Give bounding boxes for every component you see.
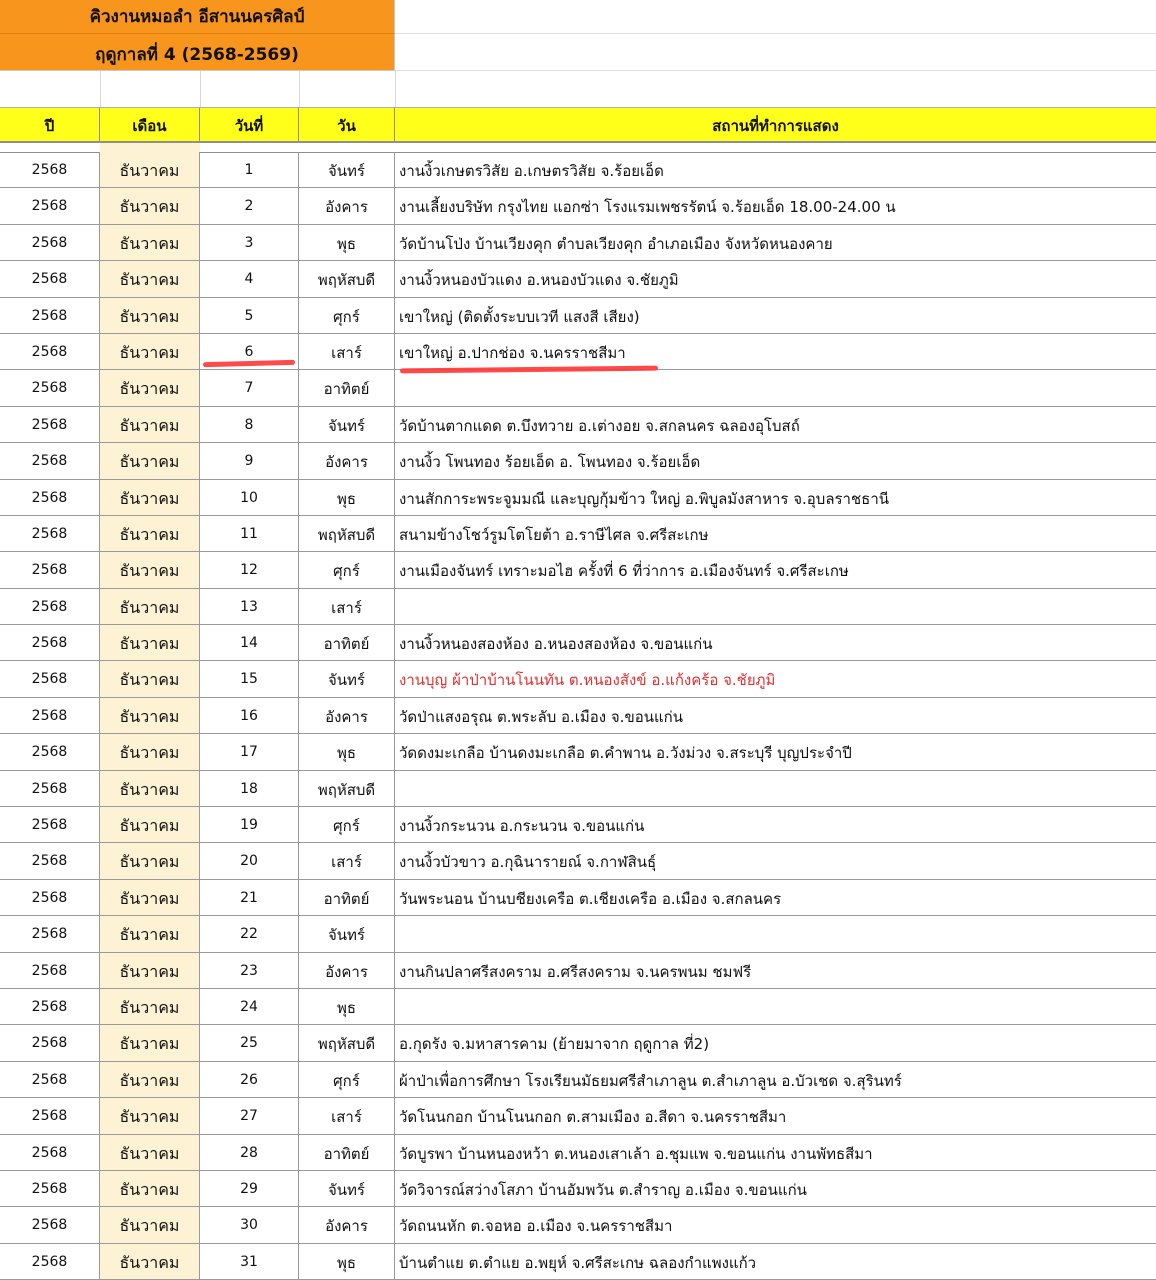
cell-month[interactable]: ธันวาคม xyxy=(100,734,200,769)
cell-year[interactable]: 2568 xyxy=(0,771,100,806)
cell-month[interactable]: ธันวาคม xyxy=(100,953,200,988)
cell-year[interactable]: 2568 xyxy=(0,1171,100,1206)
cell-venue[interactable]: วัดป่าแสงอรุณ ต.พระลับ อ.เมือง จ.ขอนแก่น xyxy=(399,707,683,726)
table-row[interactable] xyxy=(0,589,1156,625)
cell-venue[interactable]: งานเมืองจันทร์ เทราะมอไฮ ครั้งที่ 6 ที่ว่าการ อ.เมืองจันทร์ จ.ศรีสะเกษ xyxy=(399,562,849,581)
header-date[interactable]: วันที่ xyxy=(200,108,299,142)
cell-venue[interactable]: งานงิ้วหนองสองห้อง อ.หนองสองห้อง จ.ขอนแก่น xyxy=(399,635,713,654)
table-row[interactable] xyxy=(0,188,1156,224)
table-row[interactable] xyxy=(0,661,1156,697)
cell-month[interactable]: ธันวาคม xyxy=(100,1135,200,1170)
cell-date[interactable]: 26 xyxy=(200,1062,299,1097)
cell-date[interactable]: 8 xyxy=(200,407,299,442)
cell-venue[interactable]: วัดโนนกอก บ้านโนนกอก ต.สามเมือง อ.สีดา จ.นครราชสีมา xyxy=(399,1108,787,1127)
cell-venue[interactable]: วันพระนอน บ้านบชียงเครือ ต.เชียงเครือ อ.เมือง จ.สกลนคร xyxy=(399,889,782,908)
cell-year[interactable]: 2568 xyxy=(0,1098,100,1133)
table-row[interactable] xyxy=(0,225,1156,261)
cell-year[interactable]: 2568 xyxy=(0,370,100,405)
cell-month[interactable]: ธันวาคม xyxy=(100,1098,200,1133)
cell-month[interactable]: ธันวาคม xyxy=(100,589,200,624)
cell-year[interactable]: 2568 xyxy=(0,916,100,951)
cell-venue[interactable]: บ้านตำแย ต.ตำแย อ.พยุห์ จ.ศรีสะเกษ ฉลองกำแพงแก้ว xyxy=(399,1253,757,1272)
cell-date[interactable]: 21 xyxy=(200,880,299,915)
table-row[interactable] xyxy=(0,698,1156,734)
cell-date[interactable]: 9 xyxy=(200,443,299,478)
table-row[interactable] xyxy=(0,298,1156,334)
cell-month[interactable]: ธันวาคม xyxy=(100,625,200,660)
grid-line xyxy=(299,71,300,107)
table-row[interactable] xyxy=(0,807,1156,843)
cell-venue[interactable] xyxy=(395,916,1156,951)
cell-month[interactable]: ธันวาคม xyxy=(100,698,200,733)
table-row[interactable] xyxy=(0,152,1156,188)
cell-year[interactable]: 2568 xyxy=(0,516,100,551)
cell-month[interactable]: ธันวาคม xyxy=(100,1171,200,1206)
table-row[interactable] xyxy=(0,370,1156,406)
header-month[interactable]: เดือน xyxy=(100,108,200,142)
table-row[interactable] xyxy=(0,334,1156,370)
cell-weekday[interactable]: เสาร์ xyxy=(299,1098,395,1133)
cell-weekday[interactable]: อาทิตย์ xyxy=(299,370,395,405)
cell-venue[interactable]: งานงิ้ว โพนทอง ร้อยเอ็ด อ. โพนทอง จ.ร้อยเอ็ด xyxy=(399,453,701,472)
table-row[interactable] xyxy=(0,443,1156,479)
cell-date[interactable]: 22 xyxy=(200,916,299,951)
cell-weekday[interactable]: อาทิตย์ xyxy=(299,880,395,915)
cell-weekday[interactable]: พุธ xyxy=(299,1244,395,1279)
cell-weekday[interactable]: เสาร์ xyxy=(299,843,395,878)
cell-date[interactable]: 18 xyxy=(200,771,299,806)
cell-year[interactable]: 2568 xyxy=(0,1025,100,1060)
header-year[interactable]: ปี xyxy=(0,108,100,142)
cell-weekday[interactable]: พฤหัสบดี xyxy=(299,261,395,296)
cell-year[interactable]: 2568 xyxy=(0,880,100,915)
cell-year[interactable]: 2568 xyxy=(0,1207,100,1242)
cell-month[interactable]: ธันวาคม xyxy=(100,1207,200,1242)
cell-month[interactable]: ธันวาคม xyxy=(100,152,200,187)
cell-weekday[interactable]: พฤหัสบดี xyxy=(299,771,395,806)
cell-month[interactable]: ธันวาคม xyxy=(100,989,200,1024)
cell-weekday[interactable]: อังคาร xyxy=(299,698,395,733)
cell-weekday[interactable]: จันทร์ xyxy=(299,916,395,951)
cell-weekday[interactable]: จันทร์ xyxy=(299,152,395,187)
cell-year[interactable]: 2568 xyxy=(0,443,100,478)
cell-venue[interactable]: งานงิ้วกระนวน อ.กระนวน จ.ขอนแก่น xyxy=(399,817,645,836)
table-row[interactable] xyxy=(0,989,1156,1025)
cell-year[interactable]: 2568 xyxy=(0,298,100,333)
cell-venue[interactable]: งานงิ้วเกษตรวิสัย อ.เกษตรวิสัย จ.ร้อยเอ็ด xyxy=(399,162,664,180)
cell-venue[interactable]: วัดบูรพา บ้านหนองหว้า ต.หนองเสาเล้า อ.ชุมแพ จ.ขอนแก่น งานพัทธสีมา xyxy=(399,1144,873,1163)
cell-year[interactable]: 2568 xyxy=(0,661,100,696)
table-row[interactable] xyxy=(0,261,1156,297)
cell-year[interactable]: 2568 xyxy=(0,261,100,296)
cell-date[interactable]: 4 xyxy=(200,261,299,296)
table-row[interactable] xyxy=(0,734,1156,770)
cell-year[interactable]: 2568 xyxy=(0,334,100,369)
cell-date[interactable]: 20 xyxy=(200,843,299,878)
cell-venue[interactable] xyxy=(395,771,1156,806)
cell-weekday[interactable]: เสาร์ xyxy=(299,589,395,624)
table-row[interactable] xyxy=(0,916,1156,952)
cell-weekday[interactable]: อังคาร xyxy=(299,1207,395,1242)
cell-weekday[interactable]: ศุกร์ xyxy=(299,552,395,587)
cell-year[interactable]: 2568 xyxy=(0,1244,100,1279)
grid-line xyxy=(395,71,396,107)
table-row[interactable] xyxy=(0,880,1156,916)
cell-venue[interactable]: งานสักการะพระจูมมณี และบุญกุ้มข้าว ใหญ่ อ.พิบูลมังสาหาร จ.อุบลราชธานี xyxy=(399,489,889,508)
cell-date[interactable]: 24 xyxy=(200,989,299,1024)
table-body xyxy=(0,152,1156,1280)
header-weekday[interactable]: วัน xyxy=(299,108,395,142)
cell-year[interactable]: 2568 xyxy=(0,807,100,842)
cell-venue[interactable]: งานบุญ ผ้าป่าบ้านโนนทัน ต.หนองสังข์ อ.แก้งคร้อ จ.ชัยภูมิ xyxy=(399,671,776,690)
cell-venue[interactable]: ผ้าป่าเพื่อการศึกษา โรงเรียนมัธยมศรีสำเภาลูน ต.สำเภาลูน อ.บัวเชด จ.สุรินทร์ xyxy=(399,1071,902,1090)
cell-date[interactable]: 28 xyxy=(200,1135,299,1170)
table-row[interactable] xyxy=(0,625,1156,661)
table-header xyxy=(0,107,1156,143)
cell-month[interactable]: ธันวาคม xyxy=(100,443,200,478)
grid-line xyxy=(200,71,201,107)
cell-weekday[interactable]: พฤหัสบดี xyxy=(299,516,395,551)
cell-venue[interactable]: วัดบ้านโป่ง บ้านเวียงคุก ตำบลเวียงคุก อำเภอเมือง จังหวัดหนองคาย xyxy=(399,234,833,253)
cell-year[interactable]: 2568 xyxy=(0,953,100,988)
cell-year[interactable]: 2568 xyxy=(0,188,100,223)
table-row[interactable] xyxy=(0,1244,1156,1280)
cell-weekday[interactable]: ศุกร์ xyxy=(299,298,395,333)
cell-year[interactable]: 2568 xyxy=(0,843,100,878)
header-venue[interactable]: สถานที่ทำการแสดง xyxy=(712,117,839,135)
cell-year[interactable]: 2568 xyxy=(0,625,100,660)
cell-weekday[interactable]: อาทิตย์ xyxy=(299,625,395,660)
cell-date[interactable]: 31 xyxy=(200,1244,299,1279)
cell-date[interactable]: 5 xyxy=(200,298,299,333)
cell-date[interactable]: 11 xyxy=(200,516,299,551)
cell-month[interactable]: ธันวาคม xyxy=(100,370,200,405)
cell-month[interactable]: ธันวาคม xyxy=(100,480,200,515)
table-row[interactable] xyxy=(0,1135,1156,1171)
cell-date[interactable]: 2 xyxy=(200,188,299,223)
cell-weekday[interactable]: จันทร์ xyxy=(299,1171,395,1206)
cell-date[interactable]: 17 xyxy=(200,734,299,769)
cell-date[interactable]: 1 xyxy=(200,152,299,187)
cell-weekday[interactable]: เสาร์ xyxy=(299,334,395,369)
cell-weekday[interactable]: พฤหัสบดี xyxy=(299,1025,395,1060)
cell-date[interactable]: 29 xyxy=(200,1171,299,1206)
cell-year[interactable]: 2568 xyxy=(0,225,100,260)
partial-month-cell xyxy=(100,143,200,152)
cell-date[interactable]: 7 xyxy=(200,370,299,405)
cell-month[interactable]: ธันวาคม xyxy=(100,225,200,260)
cell-date[interactable]: 15 xyxy=(200,661,299,696)
table-row[interactable] xyxy=(0,552,1156,588)
cell-venue[interactable] xyxy=(395,989,1156,1024)
cell-year[interactable]: 2568 xyxy=(0,152,100,187)
cell-date[interactable]: 13 xyxy=(200,589,299,624)
cell-venue[interactable]: งานกินปลาศรีสงคราม อ.ศรีสงคราม จ.นครพนม ชมฟรี xyxy=(399,962,752,981)
cell-date[interactable]: 6 xyxy=(200,334,299,369)
cell-month[interactable]: ธันวาคม xyxy=(100,188,200,223)
table-row[interactable] xyxy=(0,516,1156,552)
grid-line xyxy=(100,71,101,107)
cell-date[interactable]: 16 xyxy=(200,698,299,733)
table-row[interactable] xyxy=(0,407,1156,443)
table-row[interactable] xyxy=(0,953,1156,989)
cell-date[interactable]: 25 xyxy=(200,1025,299,1060)
sheet-title[interactable]: คิวงานหมอลำ อีสานนครศิลป์ xyxy=(0,0,395,34)
table-row[interactable] xyxy=(0,1171,1156,1207)
cell-venue[interactable] xyxy=(395,589,1156,624)
cell-month[interactable]: ธันวาคม xyxy=(100,407,200,442)
cell-month[interactable]: ธันวาคม xyxy=(100,843,200,878)
cell-date[interactable]: 30 xyxy=(200,1207,299,1242)
table-row[interactable] xyxy=(0,1062,1156,1098)
cell-month[interactable]: ธันวาคม xyxy=(100,552,200,587)
grid-line xyxy=(395,33,1156,34)
cell-date[interactable]: 23 xyxy=(200,953,299,988)
cell-year[interactable]: 2568 xyxy=(0,989,100,1024)
cell-year[interactable]: 2568 xyxy=(0,1135,100,1170)
cell-weekday[interactable]: พุธ xyxy=(299,225,395,260)
cell-venue[interactable]: เขาใหญ่ (ติดตั้งระบบเวที แสงสี เสียง) xyxy=(399,307,640,326)
cell-month[interactable]: ธันวาคม xyxy=(100,880,200,915)
table-row[interactable] xyxy=(0,771,1156,807)
cell-weekday[interactable]: จันทร์ xyxy=(299,661,395,696)
cell-date[interactable]: 14 xyxy=(200,625,299,660)
cell-weekday[interactable]: ศุกร์ xyxy=(299,1062,395,1097)
cell-weekday[interactable]: อังคาร xyxy=(299,443,395,478)
cell-year[interactable]: 2568 xyxy=(0,698,100,733)
cell-date[interactable]: 10 xyxy=(200,480,299,515)
cell-year[interactable]: 2568 xyxy=(0,589,100,624)
cell-year[interactable]: 2568 xyxy=(0,552,100,587)
cell-weekday[interactable]: อังคาร xyxy=(299,953,395,988)
cell-month[interactable]: ธันวาคม xyxy=(100,771,200,806)
cell-year[interactable]: 2568 xyxy=(0,1062,100,1097)
cell-date[interactable]: 3 xyxy=(200,225,299,260)
cell-month[interactable]: ธันวาคม xyxy=(100,516,200,551)
cell-weekday[interactable]: พุธ xyxy=(299,989,395,1024)
cell-month[interactable]: ธันวาคม xyxy=(100,298,200,333)
cell-month[interactable]: ธันวาคม xyxy=(100,1062,200,1097)
cell-month[interactable]: ธันวาคม xyxy=(100,661,200,696)
cell-venue[interactable]: งานเลี้ยงบริษัท กรุงไทย แอกซ่า โรงแรมเพชรรัตน์ จ.ร้อยเอ็ด 18.00-24.00 น xyxy=(399,198,896,217)
cell-month[interactable]: ธันวาคม xyxy=(100,334,200,369)
cell-month[interactable]: ธันวาคม xyxy=(100,1025,200,1060)
blank-row[interactable] xyxy=(0,71,1156,108)
cell-date[interactable]: 12 xyxy=(200,552,299,587)
cell-month[interactable]: ธันวาคม xyxy=(100,807,200,842)
cell-date[interactable]: 19 xyxy=(200,807,299,842)
cell-month[interactable]: ธันวาคม xyxy=(100,1244,200,1279)
cell-venue[interactable]: วัดบ้านตากแดด ต.บึงทวาย อ.เต่างอย จ.สกลนคร ฉลองอุโบสถ์ xyxy=(399,416,800,435)
cell-venue[interactable]: งานงิ้วหนองบัวแดง อ.หนองบัวแดง จ.ชัยภูมิ xyxy=(399,271,679,290)
cell-weekday[interactable]: อังคาร xyxy=(299,188,395,223)
cell-venue[interactable]: เขาใหญ่ อ.ปากช่อง จ.นครราชสีมา xyxy=(399,343,626,362)
table-row[interactable] xyxy=(0,1098,1156,1134)
cell-date[interactable]: 27 xyxy=(200,1098,299,1133)
cell-venue[interactable]: สนามข้างโชว์รูมโตโยต้า อ.ราษีไศล จ.ศรีสะเกษ xyxy=(399,525,709,544)
cell-year[interactable]: 2568 xyxy=(0,407,100,442)
cell-venue[interactable] xyxy=(395,370,1156,405)
cell-weekday[interactable]: จันทร์ xyxy=(299,407,395,442)
table-row[interactable] xyxy=(0,1025,1156,1061)
table-row[interactable] xyxy=(0,843,1156,879)
cell-venue[interactable]: วัดวิจารณ์สว่างโสภา บ้านอัมพวัน ต.สำราญ อ.เมือง จ.ขอนแก่น xyxy=(399,1180,807,1199)
cell-venue[interactable]: วัดดงมะเกลือ บ้านดงมะเกลือ ต.คำพาน อ.วังม่วง จ.สระบุรี บุญประจำปี xyxy=(399,744,852,763)
cell-year[interactable]: 2568 xyxy=(0,480,100,515)
season-subtitle[interactable]: ฤดูกาลที่ 4 (2568-2569) xyxy=(0,34,395,71)
cell-weekday[interactable]: พุธ xyxy=(299,480,395,515)
cell-month[interactable]: ธันวาคม xyxy=(100,261,200,296)
cell-venue[interactable]: อ.กุดรัง จ.มหาสารคาม (ย้ายมาจาก ฤดูกาล ที่2) xyxy=(399,1035,710,1054)
table-row[interactable] xyxy=(0,1207,1156,1243)
cell-year[interactable]: 2568 xyxy=(0,734,100,769)
cell-weekday[interactable]: อาทิตย์ xyxy=(299,1135,395,1170)
cell-venue[interactable]: วัดถนนหัก ต.จอหอ อ.เมือง จ.นครราชสีมา xyxy=(399,1217,673,1236)
cell-weekday[interactable]: พุธ xyxy=(299,734,395,769)
cell-month[interactable]: ธันวาคม xyxy=(100,916,200,951)
cell-weekday[interactable]: ศุกร์ xyxy=(299,807,395,842)
cell-venue[interactable]: งานงิ้วบัวขาว อ.กุฉินารายณ์ จ.กาฬสินธุ์ xyxy=(399,853,657,872)
table-row[interactable] xyxy=(0,480,1156,516)
